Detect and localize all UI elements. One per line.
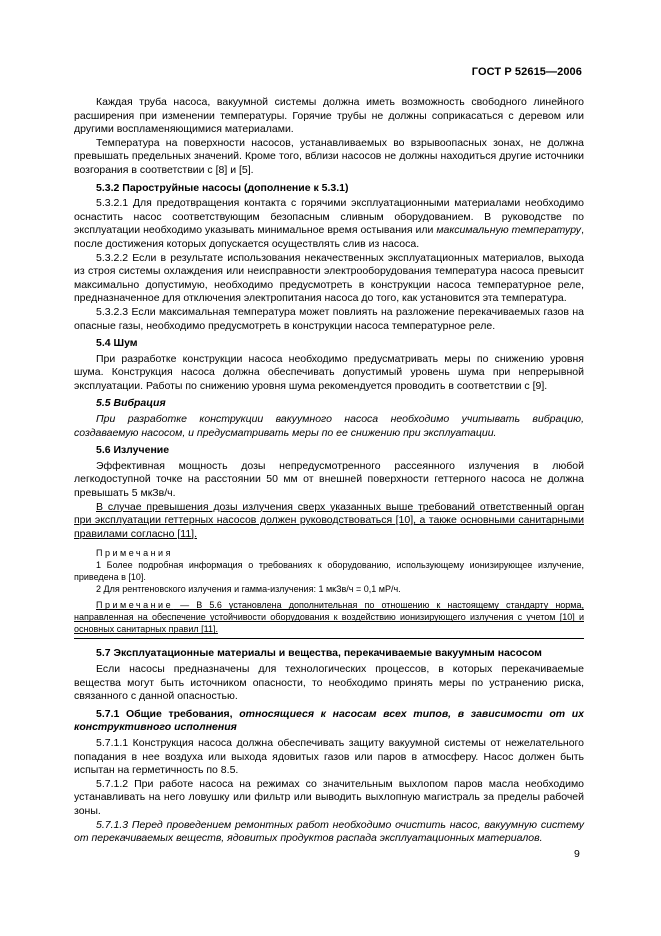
paragraph: 5.7.1.1 Конструкция насоса должна обеспечивать защиту вакуумной системы от нежелательного попадания в нее воздуха или выхода ядовитых газов или паров в атмосферу. Насос должен быть испытан на герметичность по 8.5. xyxy=(74,736,584,777)
paragraph: При разработке конструкции вакуумного насоса необходимо учитывать вибрацию, создаваемую насосом, и предусматривать меры по ее снижению при эксплуатации. xyxy=(74,413,584,439)
notes-title: Примечания xyxy=(96,548,173,559)
paragraph: При разработке конструкции насоса необходимо предусматривать меры по снижению уровня шума. Конструкция насоса должна обеспечивать допустимый уровень шума при непрерывной эксплуатации. Работы по снижению уровня шума рекомендуется проводить в соответствии с [9]. xyxy=(74,352,584,392)
note-item: 2 Для рентгеновского излучения и гамма-излучения: 1 мкЗв/ч = 0,1 мР/ч. xyxy=(96,584,401,595)
paragraph-underlined: В случае превышения дозы излучения сверх указанных выше требований ответственный орган при эксплуатации геттерных насосов должен руководствоваться [10], а также основными санитарными правилами согласно [11]. xyxy=(74,500,584,540)
body-text xyxy=(74,96,584,846)
paragraph: 5.7.1.3 Перед проведением ремонтных работ необходимо очистить насос, вакуумную систему от перекачиваемых веществ, ядовитых продуктов распада эксплуатационных материалов. xyxy=(74,818,584,845)
paragraph: Если насосы предназначены для технологических процессов, в которых перекачиваемые вещества могут быть источником опасности, то необходимо принять меры по устранению риска, связанного с данной опасностью. xyxy=(74,663,584,703)
section-heading-5-3-2: 5.3.2 Пароструйные насосы (дополнение к 5.3.1) xyxy=(96,181,349,194)
paragraph: Температура на поверхности насосов, устанавливаемых во взрывоопасных зонах, не должна превышать предельных значений. Кроме того, вблизи насосов не должны находиться другие источники возгорания в соответствии с [8] и [5]. xyxy=(74,136,584,176)
standard-header: ГОСТ Р 52615—2006 xyxy=(471,66,582,78)
page-number: 9 xyxy=(574,848,580,860)
section-heading-5-4: 5.4 Шум xyxy=(96,337,138,350)
notes-block xyxy=(74,547,584,635)
note-item: 1 Более подробная информация о требованиях к оборудованию, использующему ионизирующее излучение, приведена в [10]. xyxy=(74,560,584,583)
paragraph: Каждая труба насоса, вакуумной системы должна иметь возможность свободного линейного расширения при изменении температуры. Горячие трубы не должны соприкасаться с деревом или другими воспламеняющимися материалами. xyxy=(74,96,584,136)
note-underlined: Примечание — В 5.6 установлена дополнительная по отношению к настоящему стандарту норма, направленная на обеспечение устойчивости оборудования к воздействию ионизирующего излучения с учетом [10] и основных санитарных правил [11]. xyxy=(74,600,584,635)
paragraph: 5.3.2.3 Если максимальная температура может повлиять на разложение перекачиваемых газов на опасные газы, необходимо предусмотреть в конструкции насоса температурное реле. xyxy=(74,305,584,332)
section-heading-5-6: 5.6 Излучение xyxy=(96,444,170,457)
section-heading-5-5: 5.5 Вибрация xyxy=(96,397,166,410)
paragraph: 5.3.2.1 Для предотвращения контакта с горячими эксплуатационными материалами необходимо оснастить насос соответствующим безопасным сливным оборудованием. В руководстве по эксплуатации необходимо указывать минимальное время остывания или максимальную температуру, после достижения которых допускается осуществлять слив из насоса. xyxy=(74,197,584,250)
paragraph: 5.7.1.2 При работе насоса на режимах со значительным выхлопом паров масла необходимо устанавливать на него ловушку или фильтр или выводить выхлопную магистраль за пределы рабочей зоны. xyxy=(74,777,584,817)
section-heading-5-7-1: 5.7.1 Общие требования, относящиеся к насосам всех типов, в зависимости от их конструктивного исполнения xyxy=(74,707,584,734)
paragraph: Эффективная мощность дозы непредусмотренного рассеянного излучения в любой легкодоступной точке на расстоянии 50 мм от внешней поверхности геттерного насоса не должна превышать 5 мкЗв/ч. xyxy=(74,459,584,500)
paragraph: 5.3.2.2 Если в результате использования некачественных эксплуатационных материалов, выхода из строя системы охлаждения или неисправности электрооборудования температура насоса превысит максимально допустимую, необходимо предусмотреть в конструкции насоса температурное реле, предназначенное для отключения электропитания насоса до того, как установится эта температура. xyxy=(74,251,584,305)
section-heading-5-7: 5.7 Эксплуатационные материалы и вещества, перекачиваемые вакуумным насосом xyxy=(96,647,542,660)
